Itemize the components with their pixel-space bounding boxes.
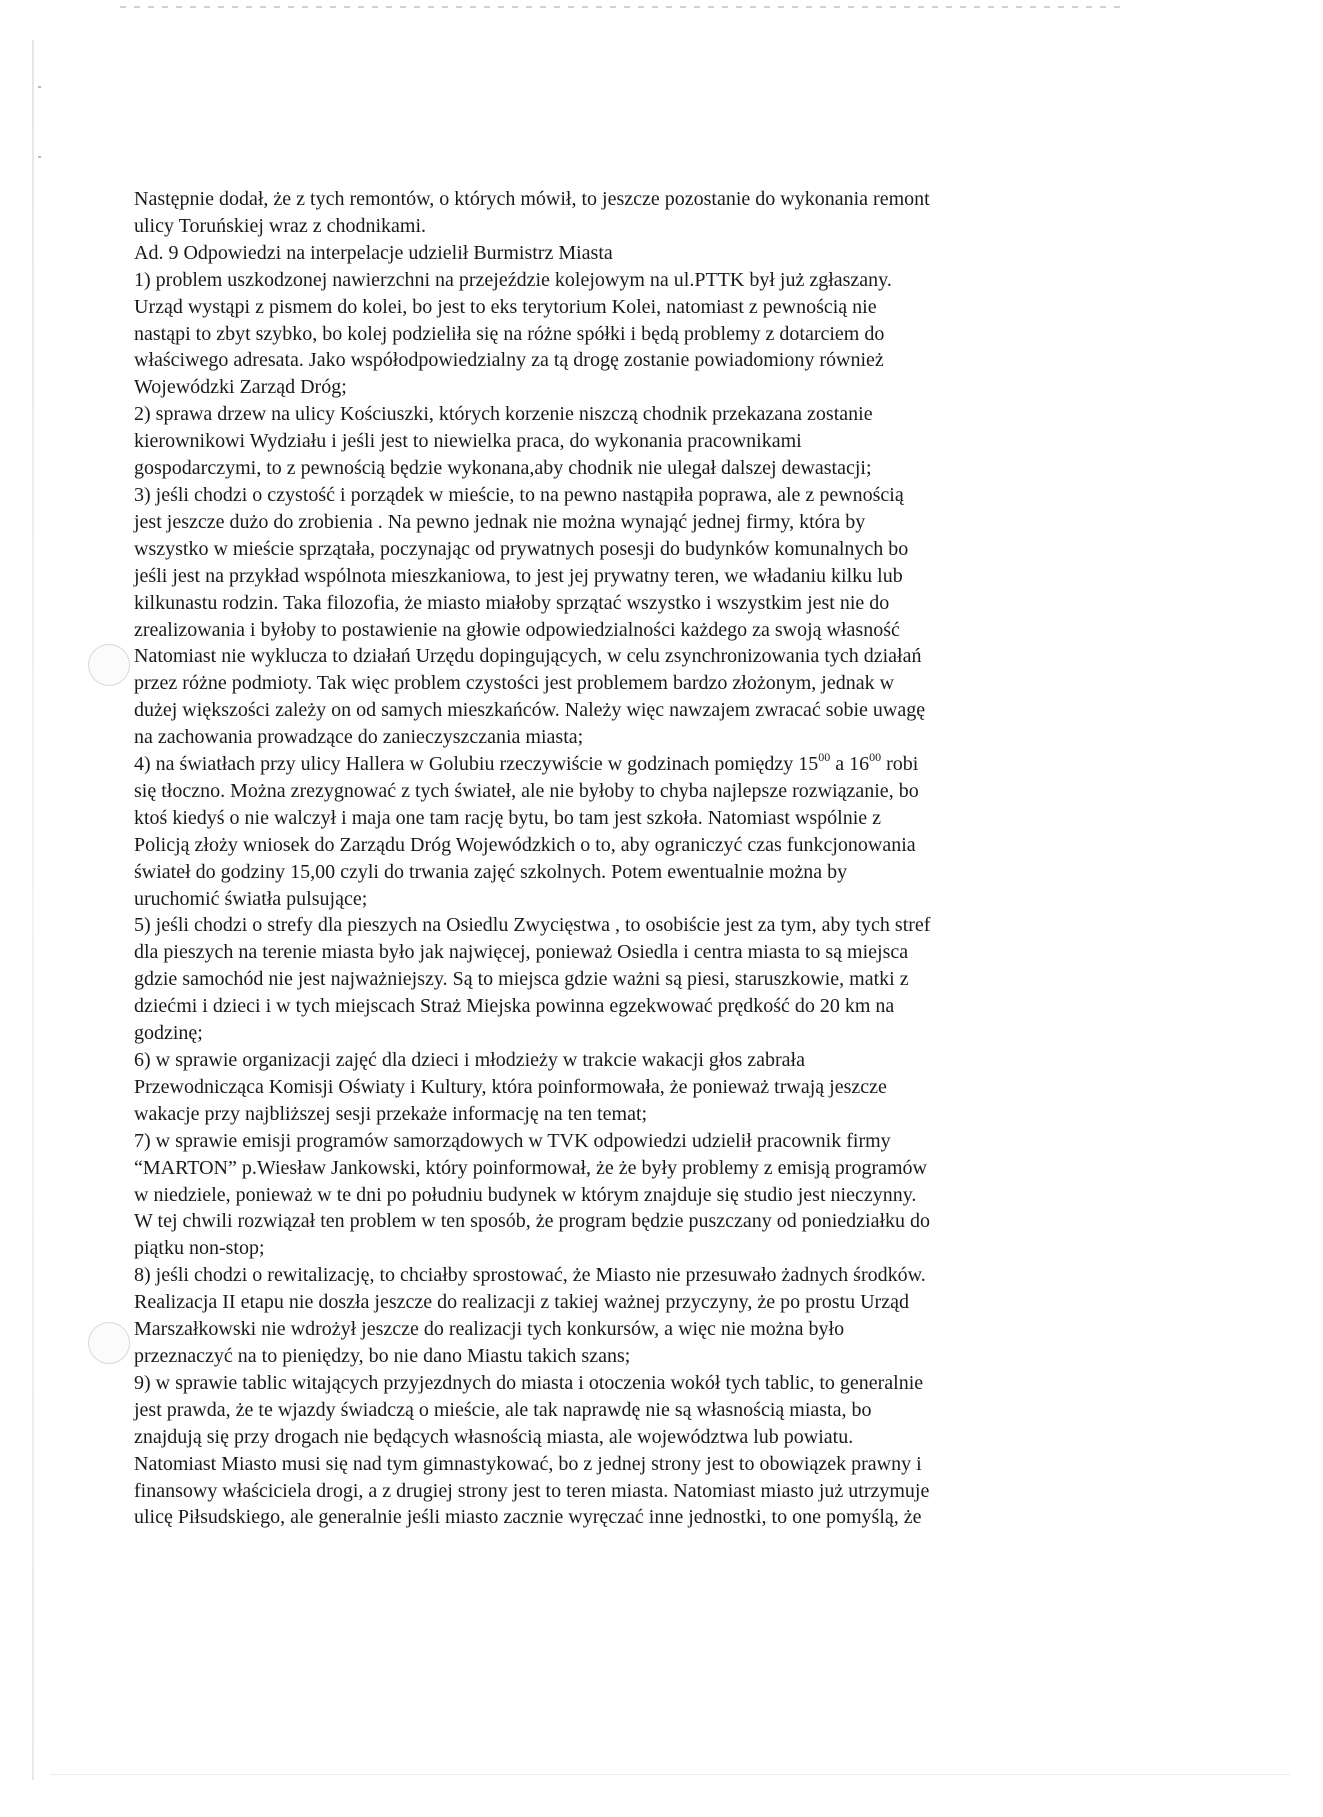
text-line: 5) jeśli chodzi o strefy dla pieszych na Osiedlu Zwycięstwa , to osobiście jest za tym, aby tych stref xyxy=(134,914,931,937)
text-line: Urząd wystąpi z pismem do kolei, bo jest to eks terytorium Kolei, natomiast z pewnością nie xyxy=(134,295,877,318)
text-line: Policją złoży wniosek do Zarządu Dróg Wojewódzkich o to, aby ograniczyć czas funkcjonowania xyxy=(134,833,916,856)
text-line: Ad. 9 Odpowiedzi na interpelacje udzielił Burmistrz Miasta xyxy=(134,241,613,264)
text-line: Natomiast nie wyklucza to działań Urzędu dopingujących, w celu zsynchronizowania tych działań xyxy=(134,645,922,668)
text-line: wakacje przy najbliższej sesji przekaże informację na ten temat; xyxy=(134,1102,648,1125)
text-line: “MARTON” p.Wiesław Jankowski, który poinformował, że że były problemy z emisją programów xyxy=(134,1156,927,1179)
page-edge-shadow xyxy=(32,40,34,1780)
text-line: Wojewódzki Zarząd Dróg; xyxy=(134,376,347,399)
text-line: 7) w sprawie emisji programów samorządowych w TVK odpowiedzi udzielił pracownik firmy xyxy=(134,1129,891,1152)
text-line: na zachowania prowadzące do zanieczyszczania miasta; xyxy=(134,726,584,749)
text-line: W tej chwili rozwiązał ten problem w ten sposób, że program będzie puszczany od poniedziałku do xyxy=(134,1210,931,1233)
text-line: Przewodnicząca Komisji Oświaty i Kultury, która poinformowała, że ponieważ trwają jeszcze xyxy=(134,1075,887,1098)
superscript-minutes: 00 xyxy=(818,750,831,765)
text-line: Marszałkowski nie wdrożył jeszcze do realizacji tych konkursów, a więc nie można było xyxy=(134,1318,845,1341)
scan-mark xyxy=(38,156,41,158)
text-line: dziećmi i dzieci i w tych miejscach Straż Miejska powinna egzekwować prędkość do 20 km na xyxy=(134,995,895,1018)
punch-hole xyxy=(88,1322,130,1364)
text-line: wszystko w mieście sprzątała, poczynając od prywatnych posesji do budynków komunalnych bo xyxy=(134,537,909,560)
text-line: ulicę Piłsudskiego, ale generalnie jeśli miasto zacznie wyręczać inne jednostki, to one pomyślą, że xyxy=(134,1506,922,1529)
text-line: jest prawda, że te wjazdy świadczą o mieście, ale tak naprawdę nie są własnością miasta, bo xyxy=(134,1398,872,1421)
text-line: ulicy Toruńskiej wraz z chodnikami. xyxy=(134,214,427,237)
text-line: godzinę; xyxy=(134,1022,203,1045)
text-line: 3) jeśli chodzi o czystość i porządek w mieście, to na pewno nastąpiła poprawa, ale z pewnością xyxy=(134,483,904,506)
text-line: finansowy właściciela drogi, a z drugiej strony jest to teren miasta. Natomiast miasto już utrzymuje xyxy=(134,1479,930,1502)
text-line: Natomiast Miasto musi się nad tym gimnastykować, bo z jednej strony jest to obowiązek prawny i xyxy=(134,1452,922,1475)
document-body xyxy=(134,186,1284,1531)
text-line: 6) w sprawie organizacji zajęć dla dzieci i młodzieży w trakcie wakacji głos zabrała xyxy=(134,1049,805,1071)
text-line: Realizacja II etapu nie doszła jeszcze do realizacji z takiej ważnej przyczyny, że po prostu Urząd xyxy=(134,1291,909,1314)
punch-hole xyxy=(88,644,130,686)
text-line: gdzie samochód nie jest najważniejszy. Są to miejsca gdzie ważni są piesi, staruszkowie, matki z xyxy=(134,968,909,991)
text-line: się tłoczno. Można zrezygnować z tych świateł, ale nie byłoby to chyba najlepsze rozwiązanie, bo xyxy=(134,779,919,802)
text-line: 9) w sprawie tablic witających przyjezdnych do miasta i otoczenia wokół tych tablic, to generalnie xyxy=(134,1371,924,1394)
text-line: dla pieszych na terenie miasta było jak najwięcej, ponieważ Osiedla i centra miasta to są miejsca xyxy=(134,941,909,964)
text-line: 8) jeśli chodzi o rewitalizację, to chciałby sprostować, że Miasto nie przesuwało żadnych środków. xyxy=(134,1264,926,1287)
text-line: ktoś kiedyś o nie walczył i maja one tam rację bytu, bo tam jest szkoła. Natomiast wspólnie z xyxy=(134,806,882,829)
text-line: uruchomić światła pulsujące; xyxy=(134,887,368,910)
superscript-minutes: 00 xyxy=(869,750,882,765)
text-line: kierownikowi Wydziału i jeśli jest to niewielka praca, do wykonania pracownikami xyxy=(134,430,802,453)
text-run: 4) na światłach przy ulicy Hallera w Golubiu rzeczywiście w godzinach pomiędzy 15 xyxy=(134,753,819,776)
text-line: nastąpi to zbyt szybko, bo kolej podzieliła się na różne spółki i będą problemy z dotarciem do xyxy=(134,322,885,345)
page-bottom-edge xyxy=(50,1774,1290,1775)
text-line: jest jeszcze dużo do zrobienia . Na pewno jednak nie można wynająć jednej firmy, która by xyxy=(134,510,866,533)
text-line: przez różne podmioty. Tak więc problem czystości jest problemem bardzo złożonym, jednak w xyxy=(134,672,895,695)
text-line-hours xyxy=(134,751,1284,778)
text-run: robi xyxy=(881,753,919,776)
text-line: piątku non-stop; xyxy=(134,1237,265,1260)
text-line: kilkunastu rodzin. Taka filozofia, że miasto miałoby sprzątać wszystko i wszystkim jest nie do xyxy=(134,591,890,614)
text-line: przeznaczyć na to pieniędzy, bo nie dano Miastu takich szans; xyxy=(134,1344,631,1367)
text-line: 2) sprawa drzew na ulicy Kościuszki, których korzenie niszczą chodnik przekazana zostanie xyxy=(134,403,873,426)
text-line: dużej większości zależy on od samych mieszkańców. Należy więc nawzajem zwracać sobie uwagę xyxy=(134,699,926,722)
scan-top-edge xyxy=(120,6,1120,8)
text-line: znajdują się przy drogach nie będących własnością miasta, ale województwa lub powiatu. xyxy=(134,1425,854,1448)
text-line: Następnie dodał, że z tych remontów, o których mówił, to jeszcze pozostanie do wykonania remont xyxy=(134,188,930,210)
text-line: w niedziele, ponieważ w te dni po południu budynek w którym znajduje się studio jest nieczynny. xyxy=(134,1183,917,1206)
text-line: właściwego adresata. Jako współodpowiedzialny za tą drogę zostanie powiadomiony również xyxy=(134,349,884,372)
text-line: jeśli jest na przykład wspólnota mieszkaniowa, to jest jej prywatny teren, we władaniu kilku lub xyxy=(134,564,903,587)
text-line: gospodarczymi, to z pewnością będzie wykonana,aby chodnik nie ulegał dalszej dewastacji; xyxy=(134,457,872,480)
text-run: a 16 xyxy=(830,753,870,776)
text-line: świateł do godziny 15,00 czyli do trwania zajęć szkolnych. Potem ewentualnie można by xyxy=(134,860,848,883)
text-line: 1) problem uszkodzonej nawierzchni na przejeździe kolejowym na ul.PTTK był już zgłaszany. xyxy=(134,268,892,291)
scan-mark xyxy=(38,86,41,88)
text-line: zrealizowania i byłoby to postawienie na głowie odpowiedzialności każdego za swoją własność xyxy=(134,618,900,641)
